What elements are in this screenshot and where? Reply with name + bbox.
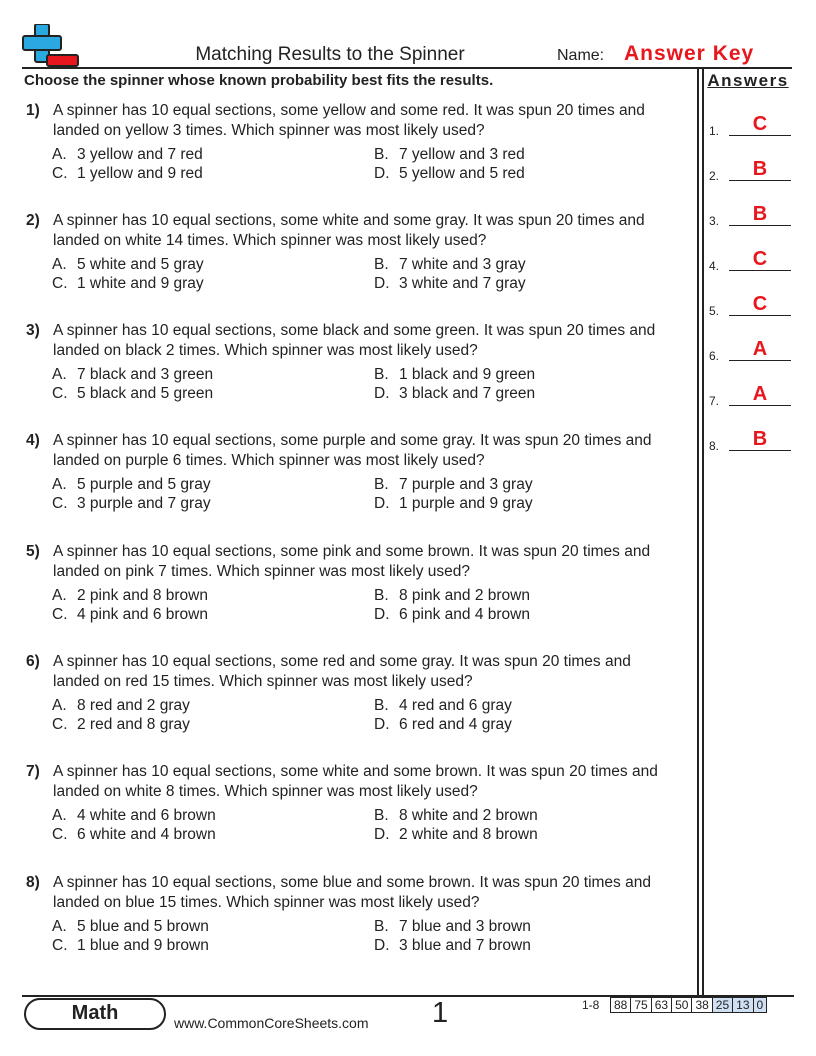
- option-text: 1 purple and 9 gray: [399, 495, 533, 512]
- option-text: 6 pink and 4 brown: [399, 606, 530, 623]
- option-letter: D.: [374, 165, 390, 182]
- option-letter: D.: [374, 826, 390, 843]
- website-link[interactable]: www.CommonCoreSheets.com: [174, 1015, 369, 1031]
- option-letter: B.: [374, 807, 389, 824]
- question-text: A spinner has 10 equal sections, some white and some gray. It was spun 20 times and: [53, 212, 645, 229]
- answer-item-5: [709, 292, 793, 318]
- option-text: 1 yellow and 9 red: [77, 165, 203, 182]
- question-text: A spinner has 10 equal sections, some purple and some gray. It was spun 20 times and: [53, 432, 652, 449]
- option-text: 7 purple and 3 gray: [399, 476, 533, 493]
- answer-value: B: [752, 428, 768, 450]
- option-letter: C.: [52, 495, 68, 512]
- question-number: 8): [26, 874, 40, 891]
- question-3: [24, 321, 684, 402]
- option-a: [52, 475, 211, 495]
- option-text: 8 white and 2 brown: [399, 807, 538, 824]
- option-text: 6 white and 4 brown: [77, 826, 216, 843]
- option-b: [374, 475, 533, 495]
- option-d: [374, 715, 512, 735]
- score-table: [610, 997, 767, 1013]
- option-letter: A.: [52, 697, 67, 714]
- answer-number: 8.: [709, 439, 720, 453]
- option-text: 7 blue and 3 brown: [399, 918, 531, 935]
- option-letter: A.: [52, 256, 67, 273]
- answer-item-8: [709, 427, 793, 453]
- option-d: [374, 164, 525, 184]
- answer-number: 1.: [709, 124, 720, 138]
- option-letter: C.: [52, 716, 68, 733]
- option-a: [52, 365, 213, 385]
- option-text: 7 black and 3 green: [77, 366, 214, 383]
- score-range-label: 1-8: [582, 998, 600, 1012]
- option-text: 1 black and 9 green: [399, 366, 536, 383]
- answer-number: 4.: [709, 259, 720, 273]
- option-text: 8 pink and 2 brown: [399, 587, 530, 604]
- option-c: [52, 384, 213, 404]
- option-b: [374, 917, 531, 937]
- option-c: [52, 936, 209, 956]
- question-number: 6): [26, 653, 40, 670]
- option-b: [374, 255, 526, 275]
- question-text: landed on pink 7 times. Which spinner was most likely used?: [53, 563, 470, 580]
- question-text: landed on white 14 times. Which spinner was most likely used?: [53, 232, 487, 249]
- question-text: landed on red 15 times. Which spinner was most likely used?: [53, 673, 473, 690]
- question-text: A spinner has 10 equal sections, some blue and some brown. It was spun 20 times and: [53, 874, 651, 891]
- option-text: 2 pink and 8 brown: [77, 587, 208, 604]
- option-text: 4 white and 6 brown: [77, 807, 216, 824]
- answer-number: 7.: [709, 394, 720, 408]
- option-text: 1 blue and 9 brown: [77, 937, 209, 954]
- option-letter: B.: [374, 918, 389, 935]
- option-d: [374, 605, 530, 625]
- option-text: 3 white and 7 gray: [399, 275, 526, 292]
- answers-column-divider: [697, 67, 699, 995]
- answer-value: C: [752, 293, 768, 315]
- answer-number: 6.: [709, 349, 720, 363]
- option-letter: A.: [52, 366, 67, 383]
- question-text: A spinner has 10 equal sections, some yellow and some red. It was spun 20 times and: [53, 102, 645, 119]
- option-b: [374, 145, 525, 165]
- question-number: 3): [26, 322, 40, 339]
- question-2: [24, 211, 684, 292]
- question-number: 1): [26, 102, 40, 119]
- question-text: landed on blue 15 times. Which spinner was most likely used?: [53, 894, 480, 911]
- option-text: 5 black and 5 green: [77, 385, 214, 402]
- option-letter: B.: [374, 476, 389, 493]
- option-letter: D.: [374, 937, 390, 954]
- question-8: [24, 873, 684, 954]
- instructions: Choose the spinner whose known probability best fits the results.: [24, 72, 494, 89]
- question-text: landed on black 2 times. Which spinner was most likely used?: [53, 342, 478, 359]
- answer-item-7: [709, 382, 793, 408]
- answer-value: B: [752, 158, 768, 180]
- question-text: A spinner has 10 equal sections, some pink and some brown. It was spun 20 times and: [53, 543, 651, 560]
- option-letter: C.: [52, 385, 68, 402]
- score-cell: 50: [672, 998, 692, 1013]
- question-4: [24, 431, 684, 512]
- option-letter: A.: [52, 587, 67, 604]
- subject-badge: Math: [24, 998, 166, 1030]
- option-text: 1 white and 9 gray: [77, 275, 204, 292]
- option-d: [374, 274, 526, 294]
- answer-key-label: Answer Key: [624, 42, 755, 65]
- header-divider: [22, 67, 792, 69]
- option-text: 6 red and 4 gray: [399, 716, 512, 733]
- option-a: [52, 696, 190, 716]
- option-text: 2 white and 8 brown: [399, 826, 538, 843]
- option-text: 5 purple and 5 gray: [77, 476, 211, 493]
- option-b: [374, 806, 538, 826]
- option-text: 4 red and 6 gray: [399, 697, 512, 714]
- answer-item-2: [709, 157, 793, 183]
- option-letter: B.: [374, 697, 389, 714]
- question-text: landed on white 8 times. Which spinner was most likely used?: [53, 783, 478, 800]
- option-letter: A.: [52, 807, 67, 824]
- answer-item-1: [709, 112, 793, 138]
- option-letter: C.: [52, 275, 68, 292]
- question-text: A spinner has 10 equal sections, some red and some gray. It was spun 20 times and: [53, 653, 631, 670]
- question-number: 2): [26, 212, 40, 229]
- option-d: [374, 494, 533, 514]
- answer-value: B: [752, 203, 768, 225]
- option-letter: D.: [374, 495, 390, 512]
- question-1: [24, 101, 684, 182]
- score-cell: 13: [733, 998, 753, 1013]
- answer-value: A: [752, 383, 768, 405]
- score-cell: 75: [631, 998, 651, 1013]
- option-c: [52, 494, 211, 514]
- answer-number: 2.: [709, 169, 720, 183]
- option-a: [52, 145, 203, 165]
- option-a: [52, 917, 209, 937]
- answers-column-divider: [702, 67, 704, 995]
- option-text: 4 pink and 6 brown: [77, 606, 208, 623]
- option-text: 7 yellow and 3 red: [399, 146, 525, 163]
- option-a: [52, 255, 204, 275]
- option-c: [52, 715, 190, 735]
- name-label: Name:: [557, 47, 605, 64]
- option-d: [374, 936, 531, 956]
- option-letter: C.: [52, 165, 68, 182]
- option-letter: D.: [374, 716, 390, 733]
- option-text: 7 white and 3 gray: [399, 256, 526, 273]
- option-a: [52, 806, 216, 826]
- question-6: [24, 652, 684, 733]
- option-text: 2 red and 8 gray: [77, 716, 190, 733]
- option-letter: C.: [52, 826, 68, 843]
- answers-title: Answers: [707, 71, 789, 90]
- option-d: [374, 825, 538, 845]
- answer-item-4: [709, 247, 793, 273]
- plus-minus-logo-icon: [22, 24, 80, 68]
- option-text: 3 yellow and 7 red: [77, 146, 203, 163]
- option-text: 5 blue and 5 brown: [77, 918, 209, 935]
- option-letter: B.: [374, 587, 389, 604]
- answer-number: 3.: [709, 214, 720, 228]
- option-text: 3 black and 7 green: [399, 385, 536, 402]
- option-letter: C.: [52, 937, 68, 954]
- option-text: 8 red and 2 gray: [77, 697, 190, 714]
- option-b: [374, 586, 530, 606]
- question-number: 7): [26, 763, 40, 780]
- option-c: [52, 164, 203, 184]
- option-letter: A.: [52, 918, 67, 935]
- page-number: 1: [432, 997, 449, 1029]
- option-b: [374, 365, 535, 385]
- answer-item-6: [709, 337, 793, 363]
- score-cell: 38: [692, 998, 712, 1013]
- answer-number: 5.: [709, 304, 720, 318]
- score-cell: 88: [611, 998, 631, 1013]
- option-letter: A.: [52, 146, 67, 163]
- option-letter: D.: [374, 606, 390, 623]
- question-7: [24, 762, 684, 843]
- option-letter: D.: [374, 275, 390, 292]
- option-letter: D.: [374, 385, 390, 402]
- option-d: [374, 384, 535, 404]
- option-text: 3 purple and 7 gray: [77, 495, 211, 512]
- question-number: 5): [26, 543, 40, 560]
- question-5: [24, 542, 684, 623]
- option-letter: A.: [52, 476, 67, 493]
- score-cell: 0: [753, 998, 767, 1013]
- option-letter: B.: [374, 256, 389, 273]
- question-text: A spinner has 10 equal sections, some black and some green. It was spun 20 times and: [53, 322, 656, 339]
- question-text: landed on purple 6 times. Which spinner was most likely used?: [53, 452, 485, 469]
- question-number: 4): [26, 432, 40, 449]
- answer-value: C: [752, 248, 768, 270]
- option-c: [52, 605, 208, 625]
- option-letter: B.: [374, 146, 389, 163]
- question-text: A spinner has 10 equal sections, some white and some brown. It was spun 20 times and: [53, 763, 658, 780]
- answer-value: A: [752, 338, 768, 360]
- option-c: [52, 274, 204, 294]
- answer-item-3: [709, 202, 793, 228]
- option-letter: B.: [374, 366, 389, 383]
- answer-value: C: [752, 113, 768, 135]
- option-a: [52, 586, 208, 606]
- option-letter: C.: [52, 606, 68, 623]
- option-c: [52, 825, 216, 845]
- worksheet-title: Matching Results to the Spinner: [195, 44, 465, 65]
- score-cell: 25: [712, 998, 732, 1013]
- score-cell: 63: [651, 998, 671, 1013]
- option-b: [374, 696, 512, 716]
- option-text: 5 white and 5 gray: [77, 256, 204, 273]
- option-text: 5 yellow and 5 red: [399, 165, 525, 182]
- question-text: landed on yellow 3 times. Which spinner was most likely used?: [53, 122, 485, 139]
- option-text: 3 blue and 7 brown: [399, 937, 531, 954]
